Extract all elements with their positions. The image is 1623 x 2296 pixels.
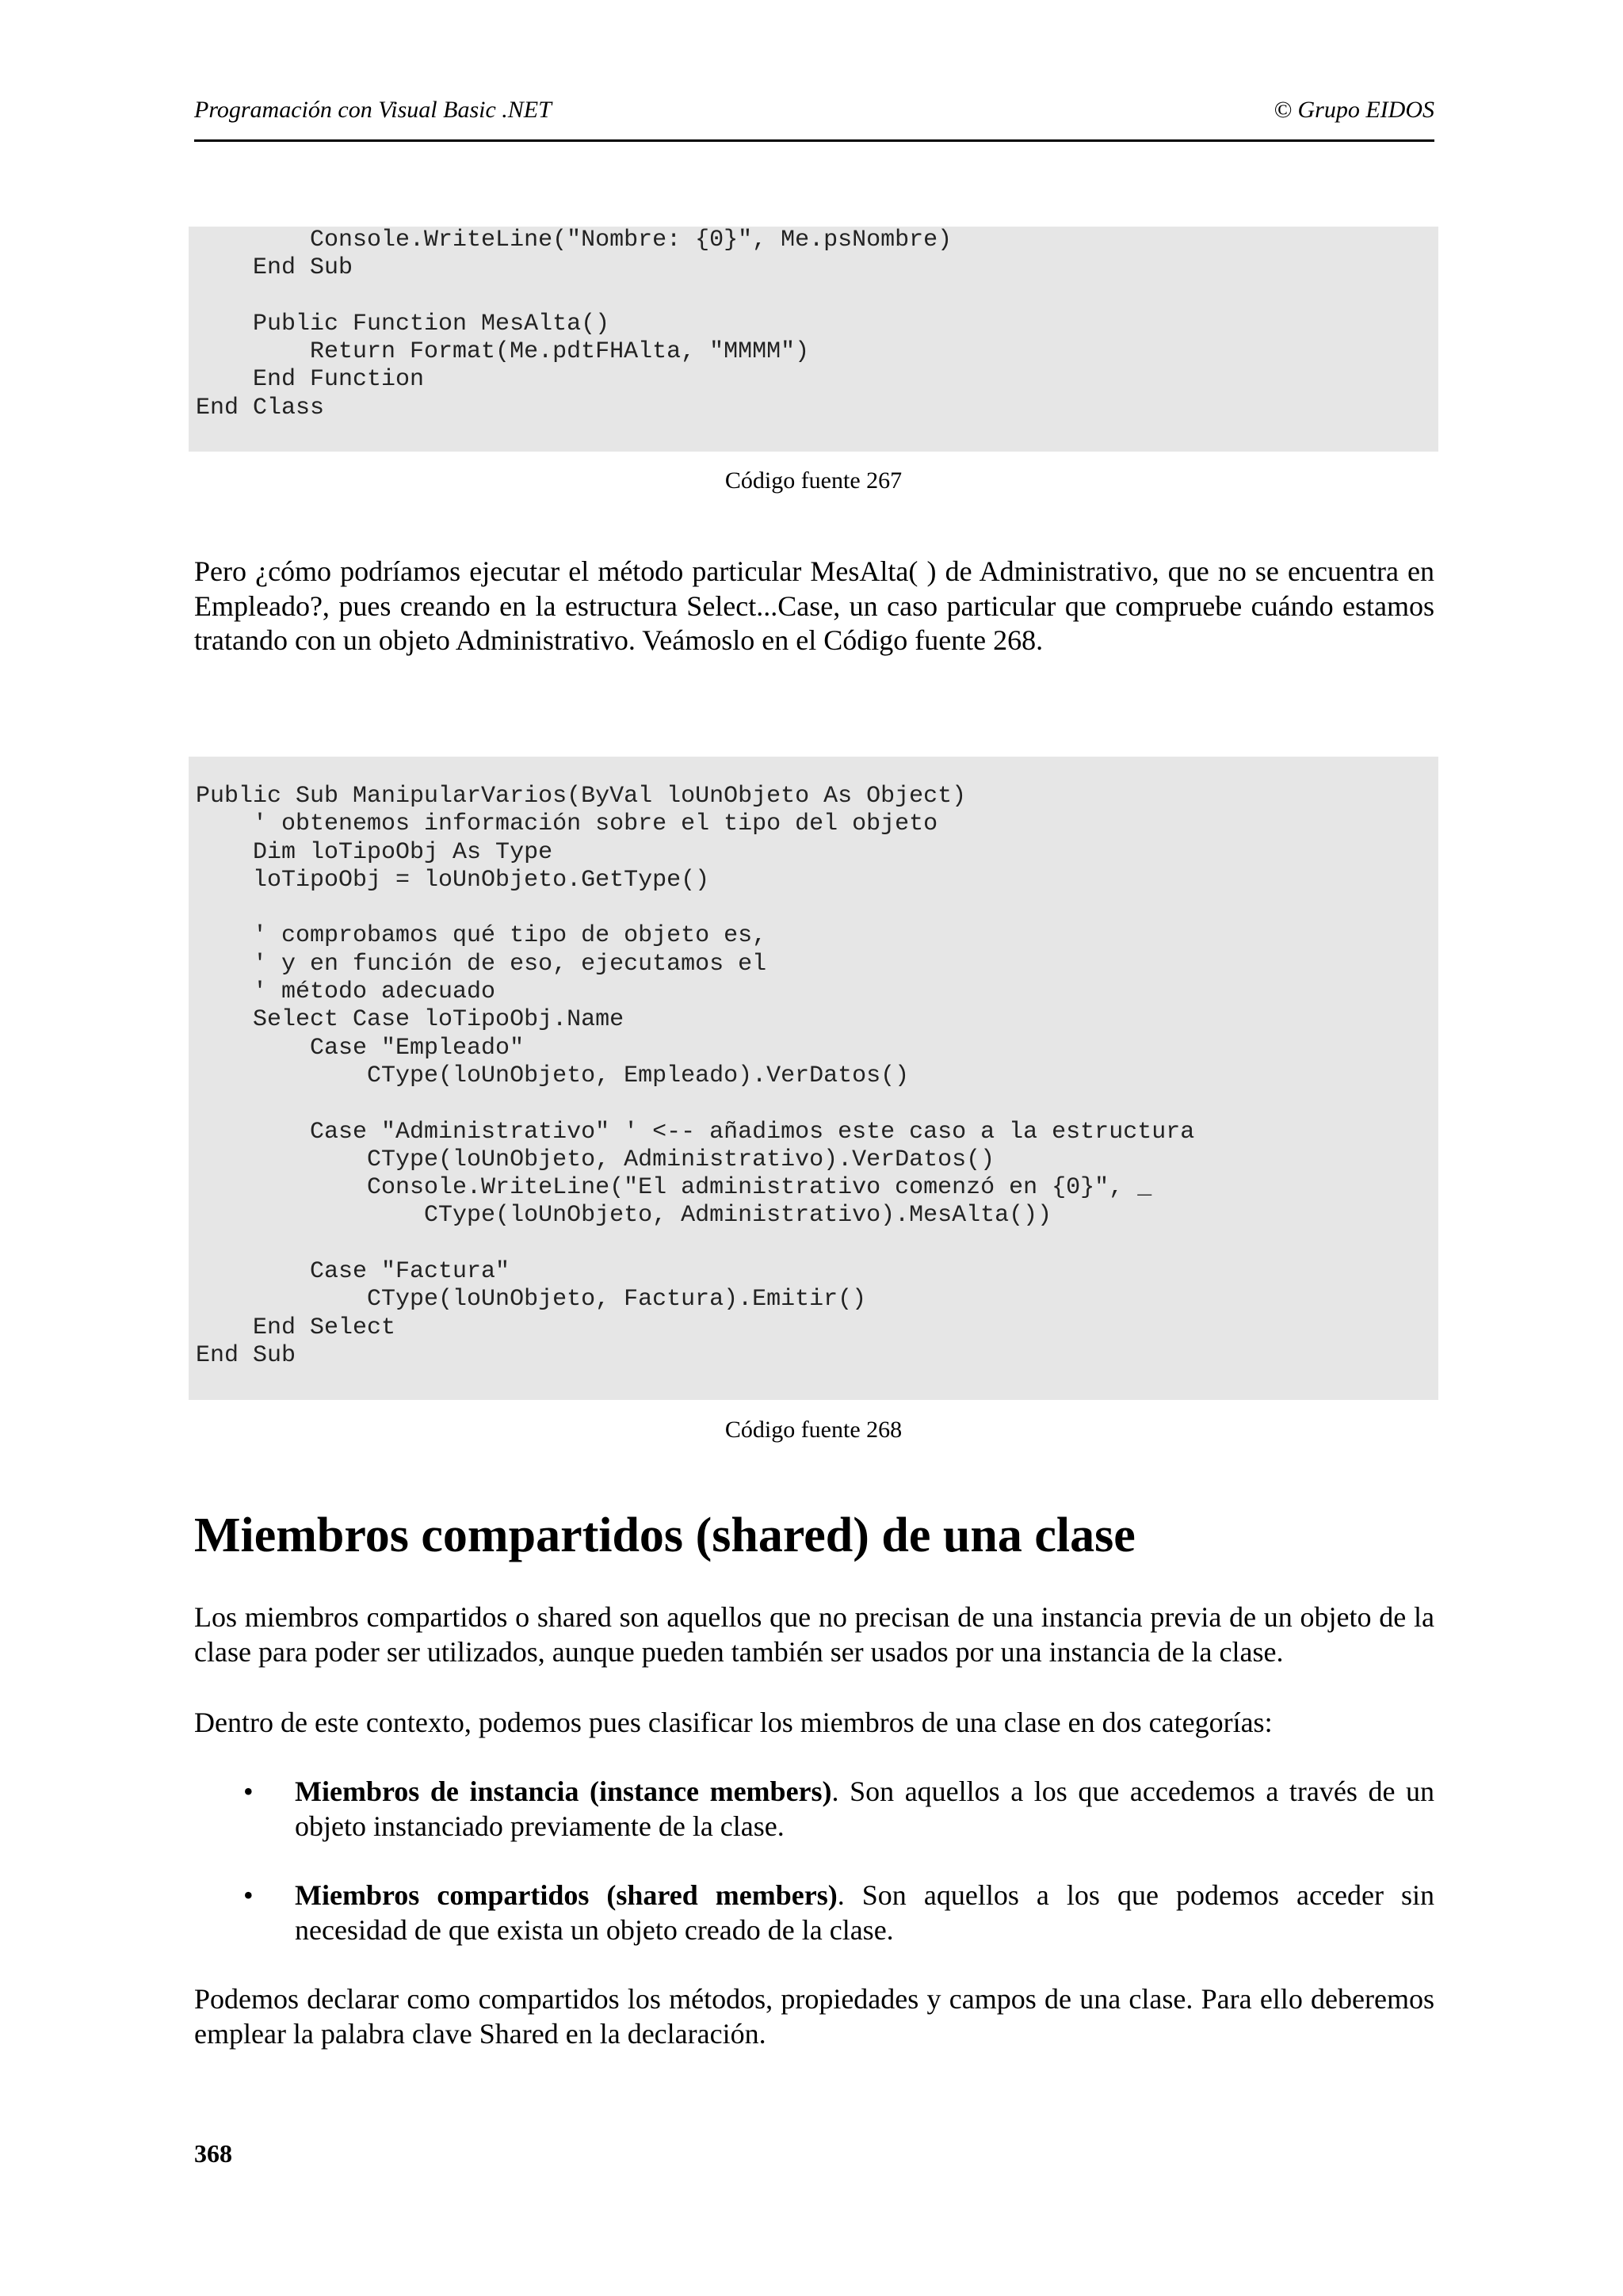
header-book-title: Programación con Visual Basic .NET: [194, 97, 552, 123]
code-line: loTipoObj = loUnObjeto.GetType(): [196, 866, 710, 894]
code-line: End Sub: [196, 1341, 296, 1369]
code-line: CType(loUnObjeto, Empleado).VerDatos(): [196, 1062, 910, 1089]
code-listing-267: [189, 227, 1438, 452]
code-line: [196, 894, 1438, 922]
code-line: End Function: [196, 366, 425, 394]
code-line: End Sub: [196, 254, 353, 282]
code-line: Public Sub ManipularVarios(ByVal loUnObjeto As Object): [196, 783, 967, 810]
code-line: Dim loTipoObj As Type: [196, 838, 553, 866]
code-line: Select Case loTipoObj.Name: [196, 1006, 624, 1034]
code-line: Case "Administrativo" ' <-- añadimos este caso a la estructura: [196, 1118, 1195, 1146]
bullet-icon: •: [243, 1879, 254, 1911]
code-line: [196, 1090, 1438, 1118]
code-line: [196, 1230, 1438, 1258]
code-line: Console.WriteLine("Nombre: {0}", Me.psNombre): [196, 227, 953, 254]
bullet-description: . Son aquellos a los que accedemos a través de un objeto instanciado previamente de la clase.: [295, 1775, 1435, 1842]
bullet-description: . Son aquellos a los que podemos acceder sin necesidad de que exista un objeto creado de la clase.: [295, 1879, 1434, 1946]
code-line: ' método adecuado: [196, 978, 496, 1006]
code-line: Case "Factura": [196, 1258, 510, 1286]
code-line: ' y en función de eso, ejecutamos el: [196, 950, 767, 978]
code-listing-268-body: [189, 757, 1438, 1370]
page-number: 368: [194, 2139, 232, 2168]
code-caption-268: Código fuente 268: [724, 1417, 903, 1443]
body-paragraph-shared-definition: Los miembros compartidos o shared son aquellos que no precisan de una instancia previa de un objeto de la clase para poder ser utilizados, aunque pueden también ser usados por una instancia de la clase.: [194, 1601, 1434, 1668]
bullet-text: [295, 1775, 1434, 1844]
bullet-item-shared-members: [194, 1878, 1434, 1950]
page-header: [194, 93, 1434, 142]
bullet-term: Miembros compartidos (shared members): [295, 1879, 838, 1911]
section-heading: Miembros compartidos (shared) de una clase: [194, 1508, 1136, 1562]
header-publisher: © Grupo EIDOS: [1274, 97, 1434, 123]
code-line: Case "Empleado": [196, 1034, 525, 1062]
code-line: CType(loUnObjeto, Administrativo).MesAlta()): [196, 1202, 1052, 1230]
code-listing-268: [189, 757, 1438, 1400]
code-line: ' comprobamos qué tipo de objeto es,: [196, 922, 767, 950]
code-line: Return Format(Me.pdtFHAlta, "MMMM"): [196, 338, 810, 366]
code-line: Console.WriteLine("El administrativo comenzó en {0}", _: [196, 1174, 1152, 1202]
code-line: End Class: [196, 394, 325, 421]
code-line: [196, 283, 1438, 311]
bullet-term: Miembros de instancia (instance members): [295, 1775, 832, 1807]
code-line: CType(loUnObjeto, Administrativo).VerDatos(): [196, 1146, 995, 1173]
code-line: ' obtenemos información sobre el tipo del objeto: [196, 810, 938, 838]
code-line: End Select: [196, 1314, 396, 1341]
body-paragraph-shared-declaration: Podemos declarar como compartidos los métodos, propiedades y campos de una clase. Para ello deberemos emplear la palabra clave Shared en la declaración.: [194, 1983, 1434, 2050]
body-paragraph-intro: Pero ¿cómo podríamos ejecutar el método particular MesAlta( ) de Administrativo, que no se encuentra en Empleado?, pues creando en la estructura Select...Case, un caso particular que compruebe cuándo estamos tratando con un objeto Administrativo. Veámoslo en el Código fuente 268.: [194, 555, 1434, 656]
code-listing-267-body: [189, 227, 1438, 422]
bullet-icon: •: [243, 1775, 254, 1807]
code-line: Public Function MesAlta(): [196, 310, 610, 338]
bullet-item-instance-members: [194, 1775, 1434, 1846]
code-line: CType(loUnObjeto, Factura).Emitir(): [196, 1286, 867, 1314]
bullet-text: [295, 1878, 1434, 1947]
body-paragraph-categories: Dentro de este contexto, podemos pues clasificar los miembros de una clase en dos categorías:: [194, 1707, 1273, 1738]
code-caption-267: Código fuente 267: [724, 467, 903, 494]
